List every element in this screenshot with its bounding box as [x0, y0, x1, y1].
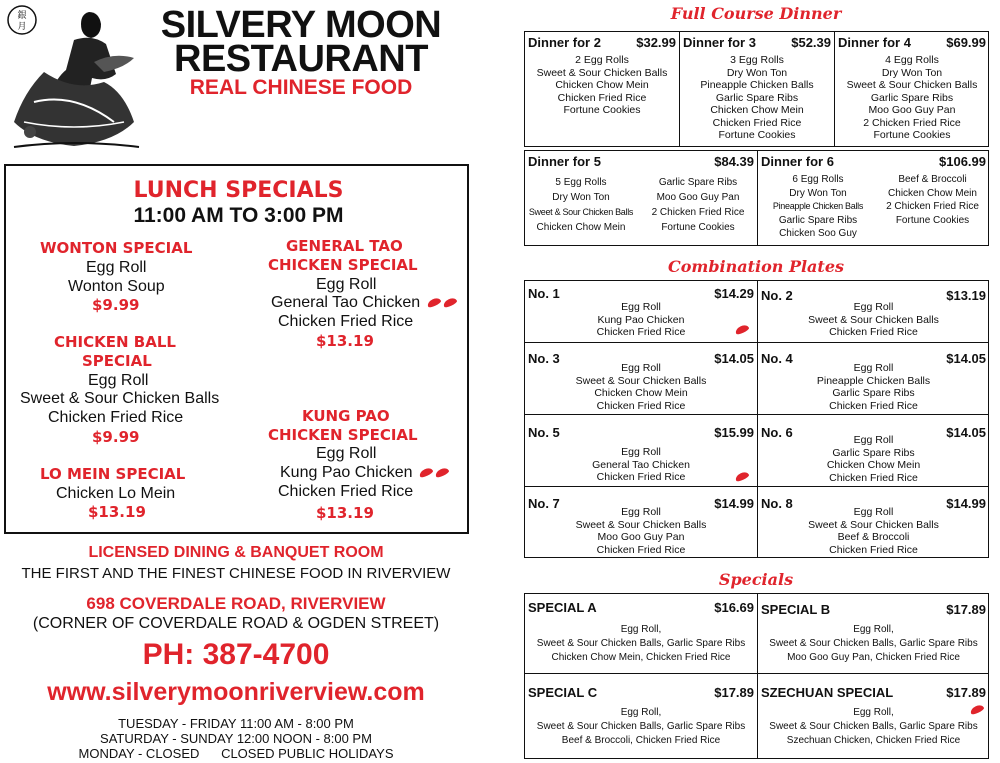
- dinner-for-2-name: Dinner for 2: [528, 35, 601, 50]
- full-course-row2: [524, 150, 989, 246]
- combination-table: [524, 280, 989, 558]
- menu-item: Chicken Chow Mein, Chicken Fried Rice: [551, 652, 731, 663]
- dinner-for-2: [525, 32, 680, 147]
- szechuan-special-price: $17.89: [946, 685, 986, 700]
- menu-item: 2 Chicken Fried Rice: [886, 201, 979, 212]
- menu-item: Moo Goo Guy Pan: [597, 531, 685, 543]
- combo-1: [525, 281, 758, 343]
- dinner-for-3-price: $52.39: [791, 35, 831, 50]
- menu-item: Pineapple Chicken Balls: [816, 374, 931, 387]
- chicken-ball-item-1: Egg Roll: [88, 372, 149, 389]
- dinner-for-6-items-a: [758, 173, 878, 241]
- menu-item: Pineapple Chicken Balls: [700, 79, 814, 91]
- menu-item: Garlic Spare Ribs: [658, 177, 738, 188]
- menu-item: 4 Egg Rolls: [885, 54, 939, 66]
- menu-item: Kung Pao Chicken: [597, 313, 685, 326]
- combo-3-name: No. 3: [528, 351, 560, 366]
- menu-item: Fortune Cookies: [661, 222, 735, 233]
- combo-8-price: $14.99: [946, 496, 986, 511]
- special-a: [525, 594, 758, 674]
- menu-item: Egg Roll,: [620, 624, 662, 635]
- menu-item: Moo Goo Guy Pan: [656, 192, 740, 203]
- special-b: [758, 594, 989, 674]
- menu-item: Sweet & Sour Chicken Balls: [575, 374, 707, 387]
- combo-2: [758, 281, 989, 343]
- menu-item: Garlic Spare Ribs: [715, 91, 799, 104]
- menu-item: Sweet & Sour Chicken Balls: [808, 313, 939, 326]
- menu-item: Fortune Cookies: [873, 129, 951, 141]
- combo-5-name: No. 5: [528, 425, 560, 440]
- special-c-name: SPECIAL C: [528, 685, 598, 700]
- hours-closed: [0, 746, 472, 761]
- dinner-for-5-price: $84.39: [714, 154, 754, 169]
- menu-item: Szechuan Chicken, Chicken Fried Rice: [786, 735, 961, 746]
- kung-pao-title-1: KUNG PAO: [302, 407, 390, 425]
- dinner-for-6-items-b: [876, 173, 989, 227]
- general-tao-title-1: GENERAL TAO: [286, 237, 403, 255]
- menu-item: Chicken Soo Guy: [779, 228, 857, 239]
- menu-item: Chicken Chow Mein: [594, 387, 688, 399]
- chicken-ball-item-2: Sweet & Sour Chicken Balls: [20, 390, 220, 407]
- menu-item: Egg Roll: [621, 301, 661, 313]
- kung-pao-item-3: Chicken Fried Rice: [278, 483, 414, 500]
- dinner-for-4-price: $69.99: [946, 35, 986, 50]
- restaurant-name-line1: SILVERY MOON: [160, 4, 442, 46]
- dinner-for-3-items: [680, 54, 834, 142]
- lunch-hours: 11:00 AM TO 3:00 PM: [133, 204, 344, 227]
- lunch-specials-box: [4, 164, 469, 534]
- menu-item: Chicken Chow Mein: [536, 222, 626, 233]
- combo-8: [758, 487, 989, 558]
- menu-item: Beef & Broccoli: [898, 174, 967, 185]
- szechuan-special-items: [758, 706, 989, 748]
- menu-item: Sweet & Sour Chicken Balls: [528, 207, 634, 217]
- menu-item: Beef & Broccoli: [837, 531, 910, 543]
- menu-item: Dry Won Ton: [726, 66, 788, 79]
- combo-1-name: No. 1: [528, 286, 560, 301]
- general-tao-title-2: CHICKEN SPECIAL: [268, 256, 418, 274]
- menu-item: Sweet & Sour Chicken Balls, Garlic Spare Ribs: [769, 638, 978, 649]
- wonton-item-1: Egg Roll: [86, 259, 147, 276]
- menu-item: General Tao Chicken: [592, 458, 690, 471]
- dinner-for-5-name: Dinner for 5: [528, 154, 601, 169]
- kung-pao-item-2: [280, 464, 449, 482]
- general-tao-item-3: Chicken Fried Rice: [278, 313, 414, 330]
- combo-6-name: No. 6: [761, 425, 793, 440]
- lo-mein-item-1: Chicken Lo Mein: [56, 485, 176, 502]
- menu-item: Egg Roll: [621, 506, 661, 518]
- hot-pepper-icon: [442, 297, 458, 309]
- menu-item: Garlic Spare Ribs: [778, 214, 858, 226]
- menu-item: Chicken Chow Mein: [710, 104, 804, 116]
- menu-item: Sweet & Sour Chicken Balls: [846, 79, 978, 91]
- menu-item: Egg Roll,: [853, 707, 894, 718]
- combo-3-items: [525, 362, 757, 412]
- full-course-row1: [524, 31, 989, 147]
- dinner-for-2-price: $32.99: [636, 35, 676, 50]
- hours-weekend: SATURDAY - SUNDAY 12:00 NOON - 8:00 PM: [100, 731, 372, 746]
- menu-item: Chicken Fried Rice: [712, 116, 802, 129]
- menu-item: 2 Chicken Fried Rice: [863, 116, 961, 129]
- dinner-for-4-name: Dinner for 4: [838, 35, 911, 50]
- menu-item: Chicken Fried Rice: [596, 543, 686, 556]
- combo-5-items: [525, 446, 757, 484]
- menu-item: Fortune Cookies: [895, 214, 970, 226]
- special-b-name: SPECIAL B: [761, 602, 831, 617]
- menu-item: Moo Goo Guy Pan, Chicken Fried Rice: [787, 652, 960, 663]
- lo-mein-title: LO MEIN SPECIAL: [40, 465, 186, 483]
- combo-4-name: No. 4: [761, 351, 793, 366]
- combo-5: [525, 415, 758, 487]
- dinner-for-6: [758, 151, 989, 246]
- menu-item: Chicken Fried Rice: [596, 471, 686, 483]
- combo-3-price: $14.05: [714, 351, 754, 366]
- lo-mein-price: $13.19: [88, 503, 146, 521]
- menu-item: Chicken Fried Rice: [829, 543, 918, 556]
- combo-6-price: $14.05: [946, 425, 986, 440]
- dinner-for-5-items-a: [525, 175, 637, 235]
- kung-pao-price: $13.19: [316, 504, 374, 522]
- special-a-items: [525, 623, 757, 665]
- hours-holidays: CLOSED PUBLIC HOLIDAYS: [221, 746, 394, 761]
- dining-room-text: LICENSED DINING & BANQUET ROOM: [88, 544, 384, 561]
- corner-text: (CORNER OF COVERDALE ROAD & OGDEN STREET): [32, 615, 440, 632]
- dinner-for-6-price: $106.99: [939, 154, 986, 169]
- dinner-for-6-name: Dinner for 6: [761, 154, 834, 169]
- hours-monday: MONDAY - CLOSED: [78, 746, 200, 761]
- combo-7-name: No. 7: [528, 496, 560, 511]
- menu-item: Dry Won Ton: [881, 66, 943, 79]
- address-text: 698 COVERDALE ROAD, RIVERVIEW: [86, 594, 386, 613]
- menu-item: Chicken Chow Mein: [555, 79, 649, 91]
- kung-pao-title-2: CHICKEN SPECIAL: [268, 426, 418, 444]
- combination-title: Combination Plates: [668, 257, 844, 276]
- chicken-ball-title-2: SPECIAL: [82, 352, 152, 370]
- menu-item: Chicken Chow Mein: [888, 187, 977, 199]
- menu-item: Garlic Spare Ribs: [832, 446, 915, 459]
- menu-item: Egg Roll: [621, 362, 661, 374]
- dinner-for-5: [525, 151, 758, 246]
- restaurant-logo-illustration: [4, 2, 144, 152]
- menu-item: Chicken Chow Mein: [826, 459, 921, 471]
- combo-2-name: No. 2: [761, 288, 793, 303]
- menu-item: Beef & Broccoli, Chicken Fried Rice: [561, 735, 721, 746]
- chicken-ball-price: $9.99: [92, 428, 140, 446]
- menu-item: Garlic Spare Ribs: [832, 387, 915, 399]
- combo-7: [525, 487, 758, 558]
- menu-item: Sweet & Sour Chicken Balls: [575, 518, 707, 531]
- dinner-for-5-items-b: [639, 175, 757, 235]
- menu-item: Chicken Fried Rice: [596, 326, 686, 338]
- kung-pao-item-1: Egg Roll: [316, 445, 377, 462]
- menu-item: 5 Egg Rolls: [555, 177, 607, 188]
- menu-item: Sweet & Sour Chicken Balls, Garlic Spare Ribs: [769, 721, 978, 732]
- wonton-item-2: Wonton Soup: [68, 278, 165, 295]
- dinner-for-4: [835, 32, 989, 147]
- combo-6: [758, 415, 989, 487]
- dinner-for-3-name: Dinner for 3: [683, 35, 756, 50]
- seal-char-2: 月: [17, 22, 27, 32]
- kung-pao-item-2-text: Kung Pao Chicken: [280, 464, 413, 481]
- menu-item: 3 Egg Rolls: [730, 54, 784, 66]
- menu-item: Moo Goo Guy Pan: [868, 104, 956, 116]
- combo-8-items: [758, 506, 989, 556]
- menu-item: 2 Chicken Fried Rice: [651, 207, 745, 218]
- wonton-special-title: WONTON SPECIAL: [40, 239, 193, 257]
- szechuan-special-name: SZECHUAN SPECIAL: [761, 685, 894, 700]
- menu-item: Egg Roll: [621, 446, 661, 458]
- combo-5-price: $15.99: [714, 425, 754, 440]
- combo-4-price: $14.05: [946, 351, 986, 366]
- special-c: [525, 674, 758, 759]
- combo-3: [525, 343, 758, 415]
- menu-item: Chicken Fried Rice: [829, 471, 918, 484]
- combo-7-price: $14.99: [714, 496, 754, 511]
- seal-char-1: 銀: [17, 11, 27, 21]
- menu-item: Dry Won Ton: [552, 192, 610, 203]
- menu-item: Fortune Cookies: [718, 129, 796, 141]
- special-c-price: $17.89: [714, 685, 754, 700]
- hot-pepper-icon: [426, 297, 442, 309]
- menu-item: Dry Won Ton: [789, 187, 847, 199]
- menu-item: Sweet & Sour Chicken Balls, Garlic Spare Ribs: [536, 721, 746, 732]
- full-course-title: Full Course Dinner: [670, 4, 842, 23]
- menu-item: Egg Roll: [853, 301, 894, 313]
- hot-pepper-icon: [434, 467, 450, 479]
- special-a-name: SPECIAL A: [528, 600, 597, 615]
- specials-title: Specials: [718, 570, 794, 589]
- combo-2-price: $13.19: [946, 288, 986, 303]
- general-tao-price: $13.19: [316, 332, 374, 350]
- general-tao-item-2-text: General Tao Chicken: [271, 294, 421, 311]
- dinner-for-3: [680, 32, 835, 147]
- menu-item: Chicken Fried Rice: [557, 91, 647, 104]
- combo-8-name: No. 8: [761, 496, 793, 511]
- special-b-items: [758, 623, 989, 665]
- chicken-ball-item-3: Chicken Fried Rice: [48, 409, 184, 426]
- menu-item: 2 Egg Rolls: [575, 54, 629, 66]
- combo-6-items: [758, 434, 989, 484]
- menu-item: Fortune Cookies: [563, 104, 641, 116]
- phone-number: PH: 387-4700: [142, 638, 330, 671]
- chicken-ball-title-1: CHICKEN BALL: [54, 333, 176, 351]
- szechuan-special: [758, 674, 989, 759]
- menu-item: Chicken Fried Rice: [596, 399, 686, 412]
- menu-item: 6 Egg Rolls: [792, 174, 844, 185]
- menu-item: Egg Roll: [853, 362, 894, 374]
- menu-item: Egg Roll,: [620, 707, 662, 718]
- hot-pepper-icon: [418, 467, 434, 479]
- combo-1-price: $14.29: [714, 286, 754, 301]
- general-tao-item-1: Egg Roll: [316, 276, 377, 293]
- specials-table: [524, 593, 989, 759]
- menu-item: Egg Roll,: [853, 624, 894, 635]
- combo-1-items: [525, 301, 757, 339]
- menu-item: Sweet & Sour Chicken Balls: [536, 66, 668, 79]
- menu-item: Chicken Fried Rice: [829, 326, 918, 338]
- dinner-for-4-items: [835, 54, 989, 142]
- menu-item: Chicken Fried Rice: [829, 399, 918, 412]
- menu-item: Egg Roll: [853, 434, 894, 446]
- slogan-text: THE FIRST AND THE FINEST CHINESE FOOD IN RIVERVIEW: [21, 565, 451, 582]
- restaurant-name-line2: RESTAURANT: [174, 38, 428, 80]
- special-c-items: [525, 706, 757, 748]
- lunch-specials-title: LUNCH SPECIALS: [133, 178, 344, 203]
- website-link[interactable]: www.silverymoonriverview.com: [47, 678, 425, 706]
- special-b-price: $17.89: [946, 602, 986, 617]
- combo-4: [758, 343, 989, 415]
- hours-weekday: TUESDAY - FRIDAY 11:00 AM - 8:00 PM: [118, 716, 354, 731]
- menu-item: Garlic Spare Ribs: [870, 91, 954, 104]
- menu-item: Sweet & Sour Chicken Balls, Garlic Spare Ribs: [536, 638, 746, 649]
- menu-item: Egg Roll: [853, 506, 894, 518]
- wonton-price: $9.99: [92, 296, 140, 314]
- menu-item: Sweet & Sour Chicken Balls: [808, 518, 939, 531]
- dinner-for-2-items: [525, 54, 679, 117]
- combo-2-items: [758, 301, 989, 339]
- general-tao-item-2: [271, 294, 457, 312]
- restaurant-tagline: REAL CHINESE FOOD: [189, 76, 413, 99]
- combo-4-items: [758, 362, 989, 412]
- menu-item: Pineapple Chicken Balls: [772, 201, 864, 211]
- combo-7-items: [525, 506, 757, 556]
- special-a-price: $16.69: [714, 600, 754, 615]
